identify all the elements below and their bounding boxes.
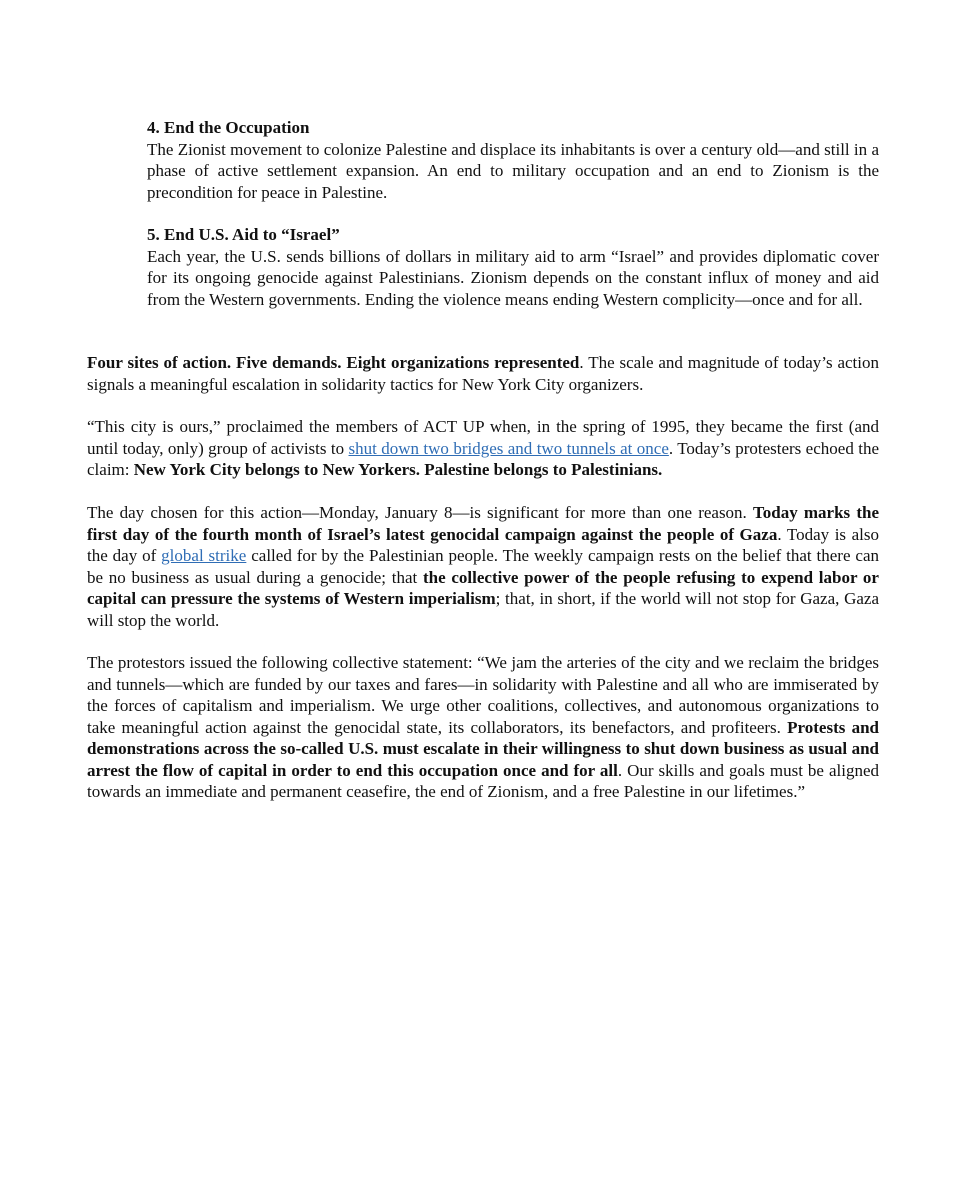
demand-5-heading: 5. End U.S. Aid to “Israel”: [147, 225, 340, 244]
paragraph-2-text-1: “This city is ours,” proclaimed the members of ACT UP when, in the spring of 1995, they became the first (and until today, only) group of activists to: [87, 417, 879, 458]
global-strike-link[interactable]: global strike: [161, 546, 247, 565]
paragraph-collective-statement: [87, 652, 879, 803]
paragraph-3-text-3: called for by the Palestinian people. The weekly campaign rests on the belief that there can be no business as usual during a genocide; that: [87, 546, 879, 587]
paragraph-2-text-2: . Today’s protesters echoed the claim:: [87, 438, 879, 479]
paragraph-4-text-1: The protestors issued the following collective statement: “We jam the arteries of the city and we reclaim the bridges and tunnels—which are funded by our taxes and fares—in solidarity with Palestine and all who are immiserated by the forces of capitalism and imperialism. We urge other coalitions, collectives, and autonomous organizations to take meaningful action against the genocidal state, its collaborators, its benefactors, and profiteers.: [87, 653, 879, 737]
paragraph-3-bold-2: the collective power of the people refusing to expend labor or capital can pressure the systems of Western imperialism: [87, 567, 879, 608]
demand-5-body: Each year, the U.S. sends billions of dollars in military aid to arm “Israel” and provides diplomatic cover for its ongoing genocide against Palestinians. Zionism depends on the constant influx of money and aid from the Western governments. Ending the violence means ending Western complicity—once and for all.: [147, 246, 879, 309]
paragraph-3-text-1: The day chosen for this action—Monday, January 8—is significant for more than one reason.: [87, 503, 753, 522]
paragraph-day-chosen: [87, 502, 879, 631]
paragraph-act-up: [87, 416, 879, 481]
paragraph-4-bold: Protests and demonstrations across the so-called U.S. must escalate in their willingness to shut down business as usual and arrest the flow of capital in order to end this occupation once and for all: [87, 717, 879, 780]
paragraph-1-text: . The scale and magnitude of today’s action signals a meaningful escalation in solidarity tactics for New York City organizers.: [87, 353, 879, 394]
paragraph-2-bold: New York City belongs to New Yorkers. Palestine belongs to Palestinians.: [133, 460, 663, 479]
demand-5-section: [147, 224, 879, 310]
paragraph-1-bold: Four sites of action. Five demands. Eight organizations represented: [87, 353, 580, 372]
paragraph-3-text-2: . Today is also the day of: [87, 524, 879, 565]
paragraph-sites-of-action: [87, 352, 879, 395]
bridges-tunnels-link[interactable]: shut down two bridges and two tunnels at once: [348, 438, 669, 458]
paragraph-3-text-4: ; that, in short, if the world will not stop for Gaza, Gaza will stop the world.: [87, 589, 879, 630]
paragraph-4-text-2: . Our skills and goals must be aligned towards an immediate and permanent ceasefire, the end of Zionism, and a free Palestine in our lifetimes.”: [87, 760, 879, 801]
demand-4-body: The Zionist movement to colonize Palestine and displace its inhabitants is over a century old—and still in a phase of active settlement expansion. An end to military occupation and an end to Zionism is the precondition for peace in Palestine.: [147, 139, 879, 202]
paragraph-3-bold-1: Today marks the first day of the fourth month of Israel’s latest genocidal campaign against the people of Gaza: [87, 503, 880, 544]
demand-4-section: [147, 117, 879, 203]
demand-4-heading: 4. End the Occupation: [147, 118, 310, 137]
